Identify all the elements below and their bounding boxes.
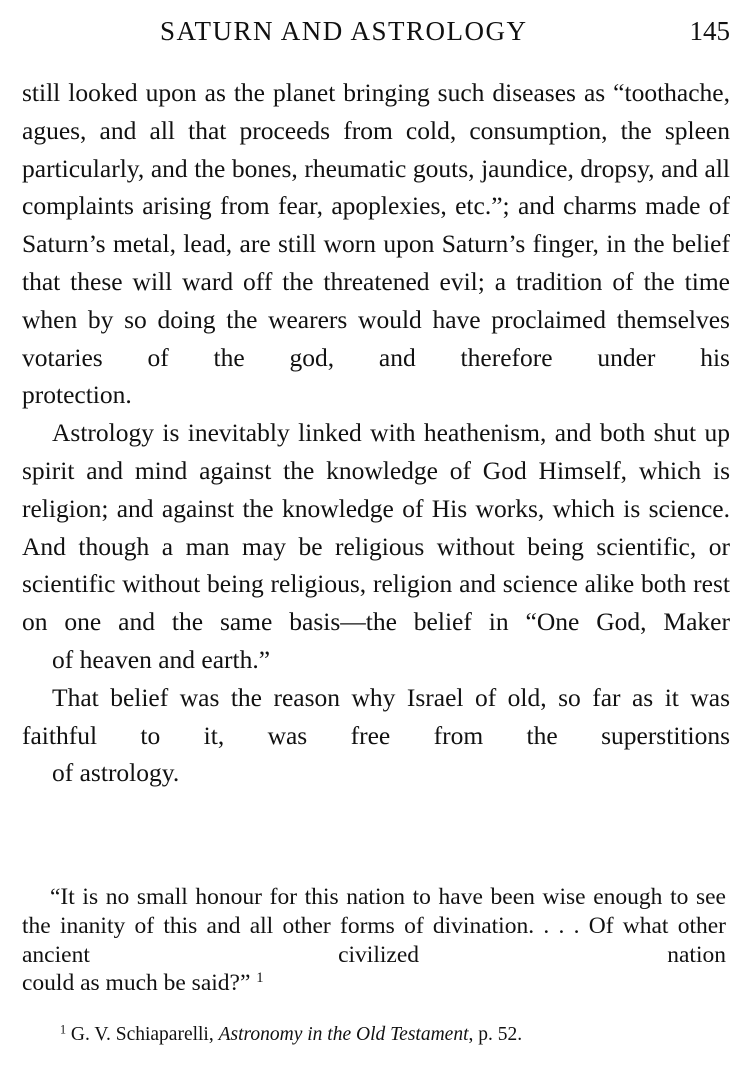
footnote-title: Astronomy in the Old Testament bbox=[218, 1024, 469, 1045]
footnote-reference[interactable]: 1 bbox=[256, 970, 264, 987]
paragraph bbox=[22, 414, 730, 679]
page-number: 145 bbox=[689, 16, 730, 46]
paragraph-text: Astrology is inevitably linked with heathenism, and both shut up spirit and mind against the knowledge of God Himself, which is religion; and against the knowledge of His works, which is science. And though a man may be religious without being scientific, or scientific without being religious, religion and science alike both rest on one and the same basis—the belief in “One God, Maker bbox=[22, 418, 730, 637]
quote-last-text: could as much be said?” bbox=[22, 970, 251, 997]
paragraph bbox=[22, 74, 730, 414]
footnote bbox=[60, 1024, 522, 1046]
running-title: SATURN AND ASTROLOGY bbox=[160, 16, 528, 46]
footnote-marker: 1 bbox=[60, 1022, 67, 1037]
quote-last-line bbox=[22, 969, 726, 998]
footnote-page: , p. 52. bbox=[468, 1024, 523, 1045]
footnote-author: G. V. Schiaparelli, bbox=[70, 1024, 214, 1045]
body-text bbox=[22, 74, 730, 792]
paragraph-last-line: of heaven and earth.” bbox=[52, 644, 271, 674]
paragraph-last-line: of astrology. bbox=[52, 758, 180, 788]
paragraph-last-line: protection. bbox=[22, 380, 132, 410]
paragraph bbox=[22, 679, 730, 792]
quote-text: “It is no small honour for this nation to have been wise enough to see the inanity of this and all other forms of divination. . . . Of what other ancient civilized nation bbox=[22, 884, 726, 968]
paragraph-text: That belief was the reason why Israel of old, so far as it was faithful to it, was free from the superstitions bbox=[22, 682, 730, 750]
block-quote bbox=[22, 883, 726, 998]
paragraph-text: still looked upon as the planet bringing such diseases as “toothache, agues, and all that proceeds from cold, consumption, the spleen particularly, and the bones, rheumatic gouts, jaundice, dropsy, and all complaints arising from fear, apoplexies, etc.”; and charms made of Saturn’s metal, lead, are still worn upon Saturn’s finger, in the belief that these will ward off the threatened evil; a tradition of the time when by so doing the wearers would have proclaimed themselves votaries of the god, and therefore under his bbox=[22, 78, 730, 372]
page-header bbox=[0, 16, 752, 50]
